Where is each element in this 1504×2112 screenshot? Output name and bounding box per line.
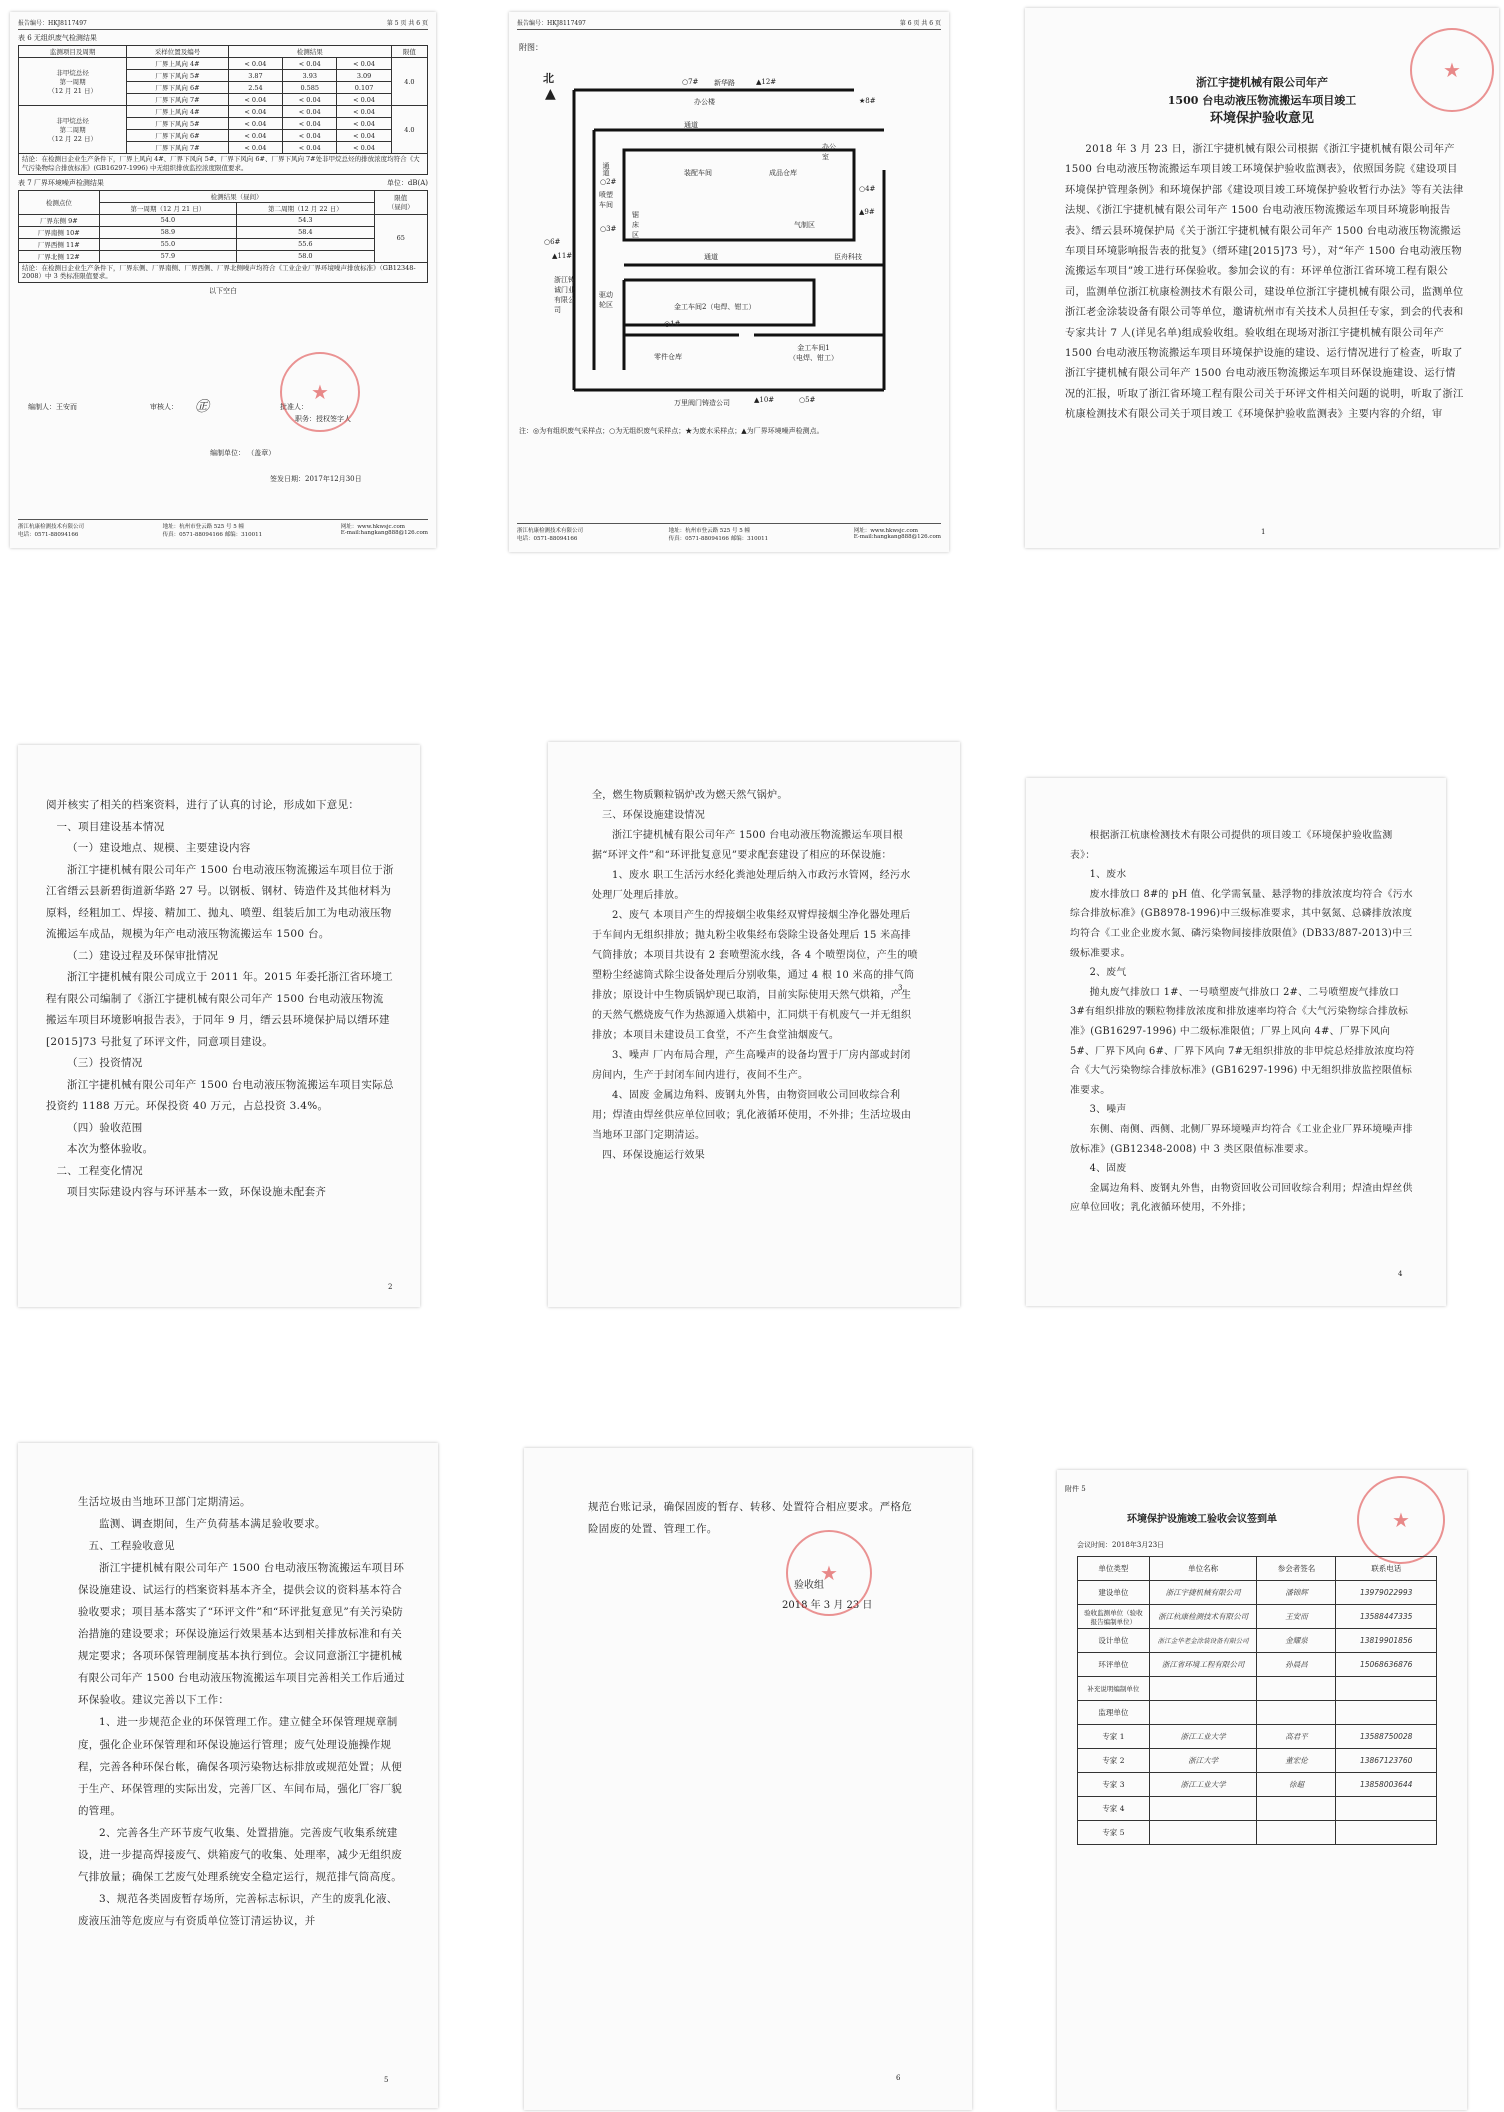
t6-period2: 非甲烷总烃 第二周期 （12 月 22 日） — [19, 106, 127, 154]
t7-cell: 57.9 — [99, 250, 236, 262]
table-row — [1078, 1773, 1437, 1797]
cell-type: 监理单位 — [1078, 1701, 1150, 1725]
meeting-time: 会议时间：2018年3月23日 — [1077, 1541, 1165, 1549]
map-lines — [564, 80, 909, 415]
table-row — [19, 250, 428, 262]
t6-cell: 0.107 — [337, 82, 391, 94]
cell-signature: 孙晨昌 — [1257, 1653, 1336, 1677]
point-8: ★8# — [859, 97, 876, 105]
cell-phone — [1336, 1797, 1437, 1821]
t7-cell: 58.4 — [237, 226, 374, 238]
page-number: 5 — [384, 2076, 389, 2084]
point-12: ▲12# — [756, 78, 777, 86]
approver-title: 职务：授权签字人 — [295, 415, 351, 423]
cell-phone: 13867123760 — [1336, 1749, 1437, 1773]
cell-unit: 浙江省环境工程有限公司 — [1149, 1653, 1257, 1677]
cell-type: 验收监测单位（验收报告编制单位） — [1078, 1605, 1150, 1629]
cell-unit — [1149, 1821, 1257, 1845]
cell-type: 专家 2 — [1078, 1749, 1150, 1773]
page-number: 2 — [388, 1283, 393, 1291]
subsection-heading: 3、噪声 — [1089, 1104, 1127, 1116]
point-1: ◎1# — [664, 320, 681, 328]
map-passage: 通道 — [684, 121, 698, 129]
table7 — [18, 190, 428, 263]
paragraph: 东侧、南侧、西侧、北侧厂界环境噪声均符合《工业企业厂界环境噪声排放标准》(GB12348-2008) 中 3 类区限值标准要求。 — [1070, 1123, 1413, 1155]
cell-unit: 浙江金华老金涂装设备有限公司 — [1149, 1629, 1257, 1653]
section-heading: 四、环保设施运行效果 — [602, 1150, 705, 1161]
map-neighbor-south: 万里阀门铸造公司 — [674, 399, 730, 407]
table-row — [1078, 1653, 1437, 1677]
paragraph: 项目实际建设内容与环评基本一致，环保设施未配套齐 — [67, 1186, 327, 1199]
opinion-body — [78, 1491, 408, 1932]
t6-cell: < 0.04 — [228, 106, 282, 118]
report-number: 报告编号：HKJ8117497 — [517, 20, 586, 27]
col-type: 单位类型 — [1078, 1557, 1150, 1581]
cell-unit — [1149, 1701, 1257, 1725]
subsection-heading: （一）建设地点、规模、主要建设内容 — [67, 842, 251, 855]
t7-head-result: 检测结果（昼间） — [99, 190, 374, 202]
point-4: ○4# — [859, 185, 876, 193]
table6 — [18, 45, 428, 154]
point-5: ○5# — [799, 396, 816, 404]
map-office-room: 办公 室 — [822, 143, 836, 161]
t6-cell: 厂界上风向 4# — [127, 106, 229, 118]
paragraph: 浙江宇捷机械有限公司年产 1500 台电动液压物流搬运车项目根据“环评文件”和“环评批复意见”要求配套建设了相应的环保设施： — [592, 830, 904, 861]
opinion-body — [1070, 826, 1416, 1218]
t6-cell: < 0.04 — [283, 106, 337, 118]
footer-address: 地址：杭州市登云路 525 号 5 幢 传真：0571-88094166 邮编：310011 — [668, 528, 769, 542]
t7-cell: 厂界南侧 10# — [19, 226, 100, 238]
sign-in-table-wrap — [1077, 1556, 1437, 1845]
t6-cell: < 0.04 — [228, 94, 282, 106]
t6-head-position: 采样位置及编号 — [127, 46, 229, 58]
sign-in-table — [1077, 1556, 1437, 1845]
paragraph: 3、噪声 厂内布局合理，产生高噪声的设备均置于厂房内部或封闭房间内，生产于封闭车间内进行，夜间不生产。 — [592, 1050, 911, 1081]
section-heading: 五、工程验收意见 — [88, 1540, 175, 1553]
t6-cell: < 0.04 — [337, 130, 391, 142]
cell-signature: 徐超 — [1257, 1773, 1336, 1797]
cell-signature: 董宏伦 — [1257, 1749, 1336, 1773]
cell-type: 建设单位 — [1078, 1581, 1150, 1605]
opinion-body — [1065, 140, 1465, 426]
opinion-page-2 — [18, 745, 420, 1307]
t6-cell: < 0.04 — [228, 130, 282, 142]
t6-cell: < 0.04 — [337, 106, 391, 118]
table6-caption: 表 6 无组织废气检测结果 — [18, 34, 97, 42]
page-number: 1 — [1261, 528, 1266, 536]
paragraph: 抛丸废气排放口 1#、一号喷塑废气排放口 2#、二号喷塑废气排放口 3#有组织排放的颗粒物排放浓度和排放速率均符合《大气污染物综合排放标准》(GB16297-1996) 中二级标准限值；厂界上风向 4#、厂界下风向 5#、厂界下风向 6#、厂界下风向 7#无组织排放的非甲烷总烃排放浓度均符合《大气污染物综合排放标准》(GB16297-1996) 中无组织排放监控限值标准要求。 — [1070, 986, 1415, 1096]
cell-phone: 15068636876 — [1336, 1653, 1437, 1677]
cell-phone: 13979022993 — [1336, 1581, 1437, 1605]
subsection-heading: （二）建设过程及环保审批情况 — [67, 949, 219, 962]
t6-cell: 厂界下风向 7# — [127, 142, 229, 154]
cell-signature: 潘锦辉 — [1257, 1581, 1336, 1605]
table-row — [1078, 1701, 1437, 1725]
t7-sub2: 第二周期（12 月 22 日） — [237, 202, 374, 214]
table-row — [19, 106, 428, 118]
t7-cell: 58.0 — [237, 250, 374, 262]
t6-cell: < 0.04 — [337, 94, 391, 106]
t7-cell: 厂界西侧 11# — [19, 238, 100, 250]
paragraph: 4、固废 金属边角料、废钢丸外售，由物资回收公司回收综合利用；焊渣由焊丝供应单位回收；乳化液循环使用，不外排；生活垃圾由当地环卫部门定期清运。 — [592, 1090, 912, 1141]
footer-web: 网址：www.hkwsjc.com E-mail:hangkang888@126.com — [340, 524, 428, 536]
table7-conclusion: 结论：在检测日企业生产条件下，厂界东侧、厂界南侧、厂界西侧、厂界北侧噪声均符合《工业企业厂界环境噪声排放标准》（GB12348-2008）中 3 类标准限值要求。 — [18, 263, 428, 284]
map-passage: 通道 — [602, 162, 610, 176]
map-product-warehouse: 成品仓库 — [769, 169, 797, 177]
page-count: 第 5 页 共 6 页 — [386, 20, 428, 27]
company-seal — [1357, 1476, 1445, 1564]
t7-cell: 54.0 — [99, 214, 236, 226]
col-signature: 参会者签名 — [1257, 1557, 1336, 1581]
paragraph: 金属边角料、废钢丸外售，由物资回收公司回收综合利用；焊渣由焊丝供应单位回收；乳化液循环使用，不外排； — [1070, 1182, 1413, 1214]
footer-web: 网址：www.hkwsjc.com E-mail:hangkang888@126.com — [853, 528, 941, 540]
seal-star-icon: ★ — [820, 1561, 838, 1585]
paragraph: 2、完善各生产环节废气收集、处置措施。完善废气收集系统建设，进一步提高焊接废气、烘箱废气的收集、处理率，减少无组织废气排放量；确保工艺废气处理系统安全稳定运行，规范排气筒高度。 — [78, 1826, 402, 1883]
paragraph: 根据浙江杭康检测技术有限公司提供的项目竣工《环境保护验收监测表》： — [1070, 830, 1393, 861]
paragraph: 规范台账记录，确保固废的暂存、转移、处置符合相应要求。严格危险固废的处置、管理工作。 — [588, 1501, 912, 1536]
acceptance-group: 验收组 — [794, 1580, 824, 1591]
cell-signature — [1257, 1797, 1336, 1821]
footer-company: 浙江杭康检测技术有限公司 电话：0571-88094166 — [517, 528, 584, 542]
t6-limit1: 4.0 — [391, 58, 427, 106]
table-row — [1078, 1581, 1437, 1605]
paragraph: 浙江宇捷机械有限公司年产 1500 台电动液压物流搬运车项目位于浙江省缙云县新碧街道新华路 27 号。以钢板、钢材、铸造件及其他材料为原料，经粗加工、焊接、精加工、抛丸、喷塑、组装后加工为电动液压物流搬运车成品，规模为年产电动液压物流搬运车 1500 台。 — [46, 863, 394, 941]
cell-phone: 13588447335 — [1336, 1605, 1437, 1629]
cell-phone: 13858003644 — [1336, 1773, 1437, 1797]
site-map — [544, 78, 909, 415]
report-page-5 — [10, 12, 436, 548]
t6-cell: 厂界上风向 4# — [127, 58, 229, 70]
subsection-heading: 4、固废 — [1089, 1163, 1127, 1175]
cell-unit — [1149, 1677, 1257, 1701]
point-10: ▲10# — [754, 396, 775, 404]
t6-head-limit: 限值 — [391, 46, 427, 58]
page-footer — [18, 519, 428, 538]
cell-type: 专家 5 — [1078, 1821, 1150, 1845]
map-passage: 通道 — [704, 253, 718, 261]
attachment-label: 附件 5 — [1065, 1485, 1086, 1493]
map-neighbor-foundry: 浙江铸 诚门业 有限公 司 — [554, 276, 575, 314]
cell-unit: 浙江工业大学 — [1149, 1773, 1257, 1797]
opinion-page-3 — [548, 742, 960, 1307]
t6-cell: < 0.04 — [283, 58, 337, 70]
table-row — [19, 58, 428, 70]
table-row — [1078, 1821, 1437, 1845]
cell-unit: 浙江杭康检测技术有限公司 — [1149, 1605, 1257, 1629]
company-seal — [1410, 28, 1494, 112]
footer-address: 地址：杭州市登云路 525 号 5 幢 传真：0571-88094166 邮编：310011 — [162, 524, 263, 538]
subsection-heading: （三）投资情况 — [67, 1057, 143, 1070]
table-row — [19, 226, 428, 238]
paragraph: 本次为整体验收。 — [67, 1143, 154, 1156]
paragraph: 阅并核实了相关的档案资料，进行了认真的讨论，形成如下意见： — [46, 799, 360, 811]
subsection-heading: 2、废气 — [1089, 967, 1127, 979]
cell-signature — [1257, 1677, 1336, 1701]
table-row — [1078, 1797, 1437, 1821]
opinion-page-6 — [524, 1448, 972, 2110]
cell-type: 环评单位 — [1078, 1653, 1150, 1677]
cell-type: 补充说明编制单位 — [1078, 1677, 1150, 1701]
section-heading: 三、环保设施建设情况 — [602, 810, 705, 821]
cell-unit: 浙江工业大学 — [1149, 1725, 1257, 1749]
t7-head-point: 检测点位 — [19, 190, 100, 214]
cell-signature: 高君平 — [1257, 1725, 1336, 1749]
map-gas-area: 气制区 — [794, 221, 815, 229]
t6-cell: < 0.04 — [228, 58, 282, 70]
point-2: ○2# — [600, 178, 617, 186]
opinion-body — [592, 786, 920, 1166]
reviewer-signature: ㊣ — [195, 399, 209, 415]
t7-cell: 55.6 — [237, 238, 374, 250]
table-row — [1078, 1749, 1437, 1773]
approver-label: 批准人： — [280, 403, 308, 411]
t6-cell: < 0.04 — [228, 118, 282, 130]
t6-cell: < 0.04 — [283, 142, 337, 154]
map-assembly-workshop: 装配车间 — [684, 169, 712, 177]
paragraph: 浙江宇捷机械有限公司年产 1500 台电动液压物流搬运车项目环保设施建设、试运行的档案资料基本齐全，提供会议的资料基本符合验收要求；项目基本落实了“环评文件”和“环评批复意见”有关污染防治措施的建设要求；环保设施运行效果基本达到相关排放标准和有关规定要求；各项环保管理制度基本执行到位。会议同意浙江宇捷机械有限公司年产 1500 台电动液压物流搬运车项目完善相关工作后通过环保验收。建议完善以下工作： — [78, 1562, 405, 1707]
t6-cell: 厂界下风向 5# — [127, 70, 229, 82]
subsection-heading: （四）验收范围 — [67, 1121, 143, 1134]
point-6: ○6# — [544, 238, 561, 246]
paragraph: 监测、调查期间，生产负荷基本满足验收要求。 — [99, 1518, 326, 1531]
cell-phone: 13819901856 — [1336, 1629, 1437, 1653]
unit-seal-label: 编制单位： （盖章） — [210, 449, 276, 457]
table7-unit: 单位：dB(A) — [386, 178, 428, 187]
t6-cell: 3.93 — [283, 70, 337, 82]
paragraph: 2、废气 本项目产生的焊接烟尘收集经双臂焊接烟尘净化器处理后于车间内无组织排放；抛丸粉尘收集经布袋除尘设备处理后 15 米高排气筒排放；本项目共设有 2 套喷塑流水线，各 4 个喷塑岗位，产生的喷塑粉尘经滤筒式除尘设备处理后分别收集，通过 4 根 10 米高的排气筒排放；原设计中生物质锅炉现已取消，目前实际使用天然气烘箱，产生的天然气燃烧废气作为热源通入烘箱中，汇同烘干有机废气一并无组织排放；本项目未建设员工食堂，不产生食堂油烟废气。 — [592, 910, 918, 1041]
cell-type: 专家 4 — [1078, 1797, 1150, 1821]
map-metal-workshop-1: 金工车间1 （电焊、钳工） — [789, 344, 838, 362]
cell-signature — [1257, 1821, 1336, 1845]
cell-phone: 13588750028 — [1336, 1725, 1437, 1749]
paragraph: 全，燃生物质颗粒锅炉改为燃天然气锅炉。 — [592, 790, 788, 801]
cell-type: 专家 3 — [1078, 1773, 1150, 1797]
t6-cell: 3.87 — [228, 70, 282, 82]
cell-phone — [1336, 1677, 1437, 1701]
opinion-body — [588, 1496, 922, 1540]
seal-star-icon: ★ — [311, 380, 329, 404]
opinion-page-4 — [1026, 778, 1446, 1306]
cell-signature — [1257, 1701, 1336, 1725]
map-spray-workshop: 喷塑 车间 — [599, 191, 613, 209]
t6-cell: 0.585 — [283, 82, 337, 94]
map-parts-warehouse: 零件仓库 — [654, 353, 682, 361]
page-number: 3 — [898, 984, 903, 992]
t6-cell: 2.54 — [228, 82, 282, 94]
t6-period1: 非甲烷总烃 第一周期 （12 月 21 日） — [19, 58, 127, 106]
point-9: ▲9# — [859, 208, 875, 216]
reviewer-label: 审核人： — [150, 403, 178, 411]
map-saw-area: 锯 床 区 — [632, 211, 639, 239]
table-row — [19, 214, 428, 226]
t6-cell: < 0.04 — [337, 58, 391, 70]
t6-cell: 厂界下风向 5# — [127, 118, 229, 130]
paragraph: 废水排放口 8#的 pH 值、化学需氧量、悬浮物的排放浓度均符合《污水综合排放标准》(GB8978-1996)中三级标准要求，其中氨氮、总磷排放浓度均符合《工业企业废水氮、磷污染物间接排放限值》(DB33/887-2013)中三级标准要求。 — [1070, 888, 1414, 959]
north-label: 北 — [543, 72, 554, 85]
t7-cell: 58.9 — [99, 226, 236, 238]
sheet-title: 环境保护设施竣工验收会议签到单 — [1127, 1514, 1277, 1525]
point-3: ○3# — [600, 225, 617, 233]
company-seal — [786, 1530, 872, 1616]
t7-cell: 54.3 — [237, 214, 374, 226]
opinion-page-1 — [1025, 8, 1499, 548]
table-row — [1078, 1725, 1437, 1749]
map-shot-area: 驱动 轮区 — [599, 291, 613, 309]
point-11: ▲11# — [552, 252, 573, 260]
opinion-page-5 — [18, 1443, 438, 2108]
t6-cell: < 0.04 — [337, 118, 391, 130]
col-phone: 联系电话 — [1336, 1557, 1437, 1581]
map-metal-workshop-2: 金工车间2（电焊、钳工） — [674, 303, 756, 311]
cell-signature: 王安而 — [1257, 1605, 1336, 1629]
t7-cell: 厂界北侧 12# — [19, 250, 100, 262]
table-row — [19, 238, 428, 250]
inspection-seal — [280, 352, 360, 432]
cell-unit: 浙江宇捷机械有限公司 — [1149, 1581, 1257, 1605]
sign-in-sheet — [1057, 1470, 1467, 2110]
t6-limit2: 4.0 — [391, 106, 427, 154]
cell-phone — [1336, 1701, 1437, 1725]
t7-limit: 65 — [374, 214, 427, 262]
table7-caption: 表 7 厂界环境噪声检测结果 — [18, 178, 104, 187]
paragraph: 浙江宇捷机械有限公司成立于 2011 年。2015 年委托浙江省环境工程有限公司编制了《浙江宇捷机械有限公司年产 1500 台电动液压物流搬运车项目环境影响报告表》，于同年 9 月，缙云县环境保护局以缙环建[2015]73 号批复了环评文件，同意项目建设。 — [46, 971, 393, 1048]
t6-cell: 3.09 — [337, 70, 391, 82]
t6-cell: 厂界下风向 6# — [127, 82, 229, 94]
cell-type: 专家 1 — [1078, 1725, 1150, 1749]
opinion-body — [46, 795, 394, 1204]
sign-date: 签发日期：2017年12月30日 — [270, 475, 362, 483]
cell-phone — [1336, 1821, 1437, 1845]
table-row — [1078, 1605, 1437, 1629]
cell-unit — [1149, 1797, 1257, 1821]
page-number: 6 — [896, 2074, 901, 2082]
footer-company: 浙江杭康检测技术有限公司 电话：0571-88094166 — [18, 524, 85, 538]
page-header — [18, 18, 428, 30]
t6-cell: < 0.04 — [283, 118, 337, 130]
t6-cell: 厂界下风向 7# — [127, 94, 229, 106]
t6-head-result: 检测结果 — [228, 46, 391, 58]
t7-sub1: 第一周期（12 月 21 日） — [99, 202, 236, 214]
blank-note: 以下空白 — [209, 287, 237, 296]
report-page-6-map — [509, 12, 949, 552]
point-7: ○7# — [682, 78, 699, 86]
acceptance-date: 2018 年 3 月 23 日 — [782, 1600, 873, 1611]
paragraph: 2018 年 3 月 23 日，浙江宇捷机械有限公司根据《浙江宇捷机械有限公司年产 1500 台电动液压物流搬运车项目竣工环境保护验收监测表》，依照国务院《建设项目环境保护管理条例》和环境保护部《建设项目竣工环境保护验收暂行办法》等有关法律法规、《浙江宇捷机械有限公司年产 1500 台电动液压物流搬运车项目环境影响报告表》、缙云县环境保护局《关于浙江宇捷机械有限公司年产 1500 台电动液压物流搬运车项目环境影响报告表的批复》（缙环建[2015]73 号），对“年产 1500 台电动液压物流搬运车项目”竣工进行环保验收。参加会议的有：环评单位浙江省环境工程有限公司，监测单位浙江杭康检测技术有限公司，建设单位浙江宇捷机械有限公司，监测单位浙江老金涂装设备有限公司等单位，邀请杭州市有关技术人员担任专家，到会的代表和专家共计 7 人(详见名单)组成验收组。验收组在现场对浙江宇捷机械有限公司年产 1500 台电动液压物流搬运车项目环境保护设施的建设、运行情况进行了检查，听取了浙江宇捷机械有限公司年产 1500 台电动液压物流搬运车项目环保设施建设、运行情况的汇报，听取了浙江省环境工程有限公司关于环评文件相关问题的说明，听取了浙江杭康检测技术有限公司关于项目竣工《环境保护验收监测表》主要内容的介绍，审 — [1065, 144, 1464, 421]
page-count: 第 6 页 共 6 页 — [899, 20, 941, 27]
subsection-heading: 1、废水 — [1089, 869, 1127, 881]
seal-star-icon: ★ — [1392, 1508, 1410, 1532]
opinion-title — [1065, 74, 1459, 130]
section-heading: 二、工程变化情况 — [56, 1164, 143, 1177]
seal-star-icon: ★ — [1443, 58, 1461, 82]
t6-cell: < 0.04 — [337, 142, 391, 154]
table6-conclusion: 结论：在检测日企业生产条件下，厂界上风向 4#、厂界下风向 5#、厂界下风向 6#、厂界下风向 7#处非甲烷总烃的排放浓度均符合《大气污染物综合排放标准》(GB16297-1996) 中无组织排放监控浓度限值要求。 — [18, 154, 428, 175]
table-row — [1078, 1677, 1437, 1701]
cell-type: 设计单位 — [1078, 1629, 1150, 1653]
t6-cell: < 0.04 — [283, 130, 337, 142]
paragraph: 1、废水 职工生活污水经化粪池处理后纳入市政污水管网，经污水处理厂处理后排放。 — [592, 870, 911, 901]
map-office-building: 办公楼 — [694, 98, 715, 106]
paragraph: 3、规范各类固废暂存场所，完善标志标识，产生的废乳化液、废液压油等危废应与有资质单位签订清运协议，并 — [78, 1892, 398, 1927]
page-header — [517, 18, 941, 30]
paragraph: 生活垃圾由当地环卫部门定期清运。 — [78, 1496, 251, 1508]
paragraph: 浙江宇捷机械有限公司年产 1500 台电动液压物流搬运车项目实际总投资约 1188 万元。环保投资 40 万元，占总投资 3.4%。 — [46, 1078, 394, 1113]
map-legend: 注：◎为有组织废气采样点；○为无组织废气采样点；★为废水采样点；▲为厂界环境噪声检测点。 — [519, 427, 824, 435]
t7-cell: 厂界东侧 9# — [19, 214, 100, 226]
section-heading: 一、项目建设基本情况 — [56, 820, 165, 833]
map-title: 附图： — [519, 43, 543, 52]
editor: 编制人：王安而 — [28, 403, 77, 411]
col-unit: 单位名称 — [1149, 1557, 1257, 1581]
report-number: 报告编号：HKJ8117497 — [18, 20, 87, 27]
page-footer — [517, 523, 941, 542]
page-number: 4 — [1398, 1270, 1403, 1278]
title-line: 浙江宇捷机械有限公司年产 — [1196, 76, 1328, 89]
map-neighbor-tech: 臣舟科技 — [834, 253, 862, 261]
t7-head-limit: 限值 （昼间） — [374, 190, 427, 214]
table-row — [1078, 1629, 1437, 1653]
t7-cell: 55.0 — [99, 238, 236, 250]
paragraph: 1、进一步规范企业的环保管理工作。建立健全环保管理规章制度，强化企业环保管理和环保设施运行管理；废气处理设施操作规程，完善各种环保台帐，确保各项污染物达标排放或规范处置；从便于生产、环保管理的实际出发，完善厂区、车间布局，强化厂容厂貌的管理。 — [78, 1716, 402, 1817]
title-line: 1500 台电动液压物流搬运车项目竣工 — [1167, 93, 1357, 107]
title-main: 环境保护验收意见 — [1209, 111, 1314, 127]
cell-unit: 浙江大学 — [1149, 1749, 1257, 1773]
t6-head-item: 监测项目及周期 — [19, 46, 127, 58]
north-arrow-icon: ▲ — [545, 86, 556, 102]
t6-cell: 厂界下风向 6# — [127, 130, 229, 142]
t6-cell: < 0.04 — [228, 142, 282, 154]
map-road: 新华路 — [714, 79, 735, 87]
t6-cell: < 0.04 — [283, 94, 337, 106]
cell-signature: 金耀泉 — [1257, 1629, 1336, 1653]
